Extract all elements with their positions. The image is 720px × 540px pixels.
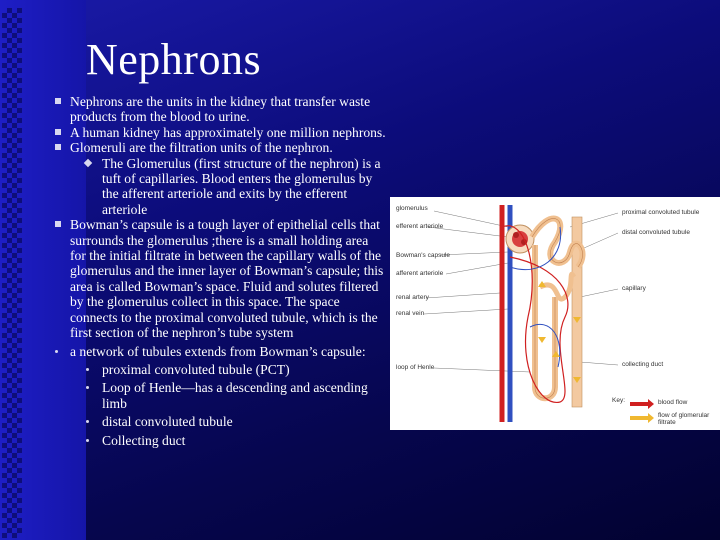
tubule-item-4: Collecting duct xyxy=(52,433,386,448)
slide-title: Nephrons xyxy=(86,35,262,84)
dot-bullet-icon xyxy=(86,386,89,389)
label-efferent-arteriole: efferent arteriole xyxy=(396,223,444,230)
label-distal-convoluted-tubule: distal convoluted tubule xyxy=(622,229,690,236)
square-bullet-icon xyxy=(55,129,61,135)
tubule-item-1: proximal convoluted tubule (PCT) xyxy=(52,362,386,377)
slide-content xyxy=(52,94,386,448)
blood-flow-arrow-icon xyxy=(630,399,654,409)
dot-bullet-icon xyxy=(86,439,89,442)
square-bullet-icon xyxy=(55,221,61,227)
filtrate-flow-arrow-icon xyxy=(630,413,654,423)
tubule-item-3: distal convoluted tubule xyxy=(52,414,386,429)
label-capillary: capillary xyxy=(622,285,646,292)
key-title: Key: xyxy=(612,397,626,404)
label-renal-artery: renal artery xyxy=(396,294,429,301)
label-bowmans-capsule: Bowman's capsule xyxy=(396,252,450,259)
tubule-item-2: Loop of Henle—has a descending and ascending limb xyxy=(52,380,386,411)
nephron-diagram xyxy=(390,197,720,430)
dot-bullet-icon xyxy=(86,368,89,371)
diamond-bullet-icon xyxy=(84,158,92,166)
key-filtrate-flow: flow of glomerular filtrate xyxy=(658,412,710,426)
label-collecting-duct: collecting duct xyxy=(622,361,664,368)
label-afferent-arteriole: afferent arteriole xyxy=(396,270,444,277)
checker-pattern xyxy=(2,8,22,538)
label-loop-of-henle: loop of Henle xyxy=(396,364,435,371)
label-glomerulus: glomerulus xyxy=(396,205,428,212)
sub-bullet-glomerulus: The Glomerulus (first structure of the nephron) is a tuft of capillaries. Blood enters the glomerulus by the afferent arteriole and exits by the efferent arteriole xyxy=(52,156,386,218)
bullet-3: Glomeruli are the filtration units of the nephron. xyxy=(52,140,386,155)
square-bullet-icon xyxy=(55,144,61,150)
square-bullet-icon xyxy=(55,98,61,104)
label-renal-vein: renal vein xyxy=(396,310,425,317)
bullet-1: Nephrons are the units in the kidney that transfer waste products from the blood to urine. xyxy=(52,94,386,125)
key-blood-flow: blood flow xyxy=(658,399,688,406)
dot-bullet-icon xyxy=(86,420,89,423)
bullet-2: A human kidney has approximately one million nephrons. xyxy=(52,125,386,140)
bullet-4: Bowman’s capsule is a tough layer of epithelial cells that surrounds the glomerulus ;there is a small holding area for the initial filtrate in between the capillary walls of the glomerulus and the inner layer of Bowman’s capsule; this area is called Bowman’s space. Fluid and solutes filtered by the glomerulus collect in this space. The space connects to the proximal convoluted tubule, which is the first section of the nephron’s tube system xyxy=(52,217,386,340)
label-proximal-convoluted-tubule: proximal convoluted tubule xyxy=(622,209,700,216)
dot-bullet-icon xyxy=(55,350,58,353)
bullet-5: a network of tubules extends from Bowman’s capsule: xyxy=(52,344,386,359)
